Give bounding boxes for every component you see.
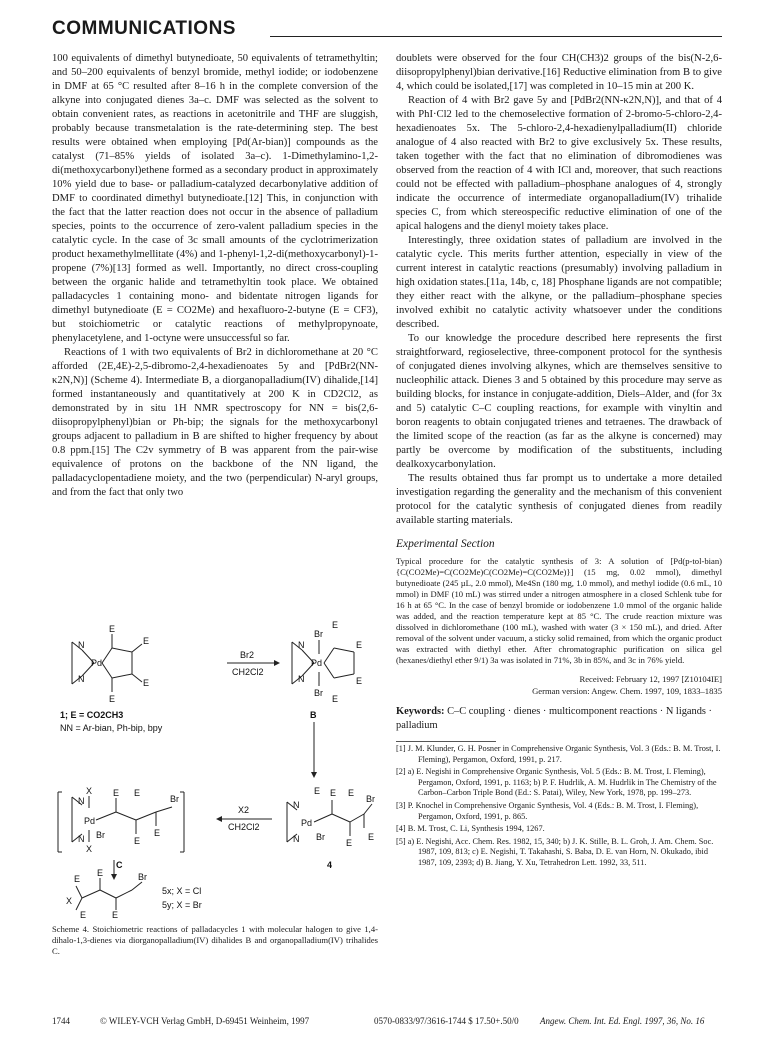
atom-br: Br	[314, 688, 323, 698]
atom-e: E	[109, 624, 116, 634]
atom-n: N	[78, 674, 85, 684]
compound-4-label: 4	[327, 860, 333, 870]
atom-pd: Pd	[301, 818, 313, 828]
reference-item: [4] B. M. Trost, C. Li, Synthesis 1994, 1267.	[396, 824, 545, 834]
atom-br: Br	[316, 832, 325, 842]
compound-5y-label: 5y; X = Br	[162, 900, 202, 910]
left-column	[52, 52, 378, 500]
atom-br: Br	[170, 794, 179, 804]
copyright: © WILEY-VCH Verlag GmbH, D-69451 Weinheim, 1997	[100, 1016, 310, 1026]
atom-e: E	[134, 836, 141, 846]
journal-citation: Angew. Chem. Int. Ed. Engl. 1997, 36, No. 16	[540, 1016, 705, 1026]
atom-br: Br	[138, 872, 147, 882]
scheme-4	[52, 612, 378, 957]
atom-x: X	[86, 786, 93, 796]
article-code: 0570-0833/97/3616-1744 $ 17.50+.50/0	[374, 1016, 519, 1026]
compound-c-label: C	[116, 860, 123, 870]
atom-e: E	[154, 828, 161, 838]
compound-5x-label: 5x; X = Cl	[162, 886, 202, 896]
received-info	[396, 674, 722, 697]
atom-x: X	[86, 844, 93, 854]
references-rule	[396, 741, 496, 742]
section-title: COMMUNICATIONS	[52, 18, 236, 39]
atom-e: E	[332, 620, 339, 630]
compound-b-label: B	[310, 710, 317, 720]
paragraph: Reactions of 1 with two equivalents of Br2 in dichloromethane at 20 °C afforded (2E,4E)-2,5-dibromo-2,4-hexadienoates 5y and [PdBr2(NN-κ2N,N)] (Scheme 4). Intermediate B, a diorganopalladium(IV) dihalide,[14] formed instantaneously and quantitatively at 200 K in CD2Cl2, as demonstrated by in situ 1H NMR spectroscopy for NN = bis(2,6-diisopropylphenyl)bian or Ph-bip; the signals for the methoxycarbonyl groups adjacent to palladium in B are shifted to higher frequency by about 0.8 ppm.[15] The C2v symmetry of B was apparent from the pair-wise equivalence of protons on the backbone of the NN ligand, the palladacyclopentadiene moiety, and the two (perpendicular) N-aryl groups, and from the fact that only two	[52, 347, 378, 498]
paragraph: doublets were observed for the four CH(CH3)2 groups of the bis(N-2,6-diisopropylphenyl)bian derivative.[16] Reductive elimination from B to give 4, which could be isolated,[17] was completed in 10–15 min at 200 K.	[396, 53, 722, 92]
atom-br: Br	[366, 794, 375, 804]
reference-item: [2] a) E. Negishi in Comprehensive Organic Synthesis, Vol. 5 (Eds.: B. M. Trost, I. Fleming), Pergamon, Oxford, 1991, p. 1163; b) P. F. Hudrlik, A. M. Hudrlik in The Chemistry of the Carbon–Carbon Triple Bond (Ed.: S. Patai), Wiley, New York, 1978, pp. 199–273.	[396, 767, 717, 798]
experimental-heading: Experimental Section	[396, 538, 495, 550]
reference-item: [1] J. M. Klunder, G. H. Posner in Comprehensive Organic Synthesis, Vol. 3 (Eds.: B. M. Trost, I. Fleming), Pergamon, Oxford, 1991, p. 217.	[396, 744, 721, 764]
atom-br: Br	[314, 629, 323, 639]
atom-e: E	[143, 678, 150, 688]
keywords	[396, 705, 722, 733]
atom-x: X	[66, 896, 73, 906]
atom-e: E	[109, 694, 116, 704]
atom-e: E	[346, 838, 353, 848]
atom-e: E	[74, 874, 81, 884]
atom-n: N	[78, 640, 85, 650]
atom-e: E	[134, 788, 141, 798]
page-number: 1744	[52, 1016, 70, 1026]
reagent-br2: Br2	[240, 650, 255, 660]
solvent-ch2cl2: CH2Cl2	[228, 822, 260, 832]
scheme-drawing	[52, 612, 378, 922]
keywords-text: C–C coupling · dienes · multicomponent reactions · N ligands · palladium	[396, 706, 713, 731]
compound-1-label: 1; E = CO2CH3	[60, 710, 124, 720]
atom-e: E	[112, 910, 119, 920]
atom-n: N	[293, 800, 300, 810]
atom-pd: Pd	[84, 816, 96, 826]
atom-e: E	[80, 910, 87, 920]
atom-n: N	[298, 674, 305, 684]
atom-n: N	[298, 640, 305, 650]
atom-e: E	[356, 676, 363, 686]
atom-n: N	[78, 796, 85, 806]
atom-br: Br	[96, 830, 105, 840]
references-list	[396, 744, 722, 869]
paragraph: The results obtained thus far prompt us to undertake a more detailed investigation regarding the generality and the mechanism of this convenient protocol for the catalytic synthesis of conjugated dienes from readily available starting materials.	[396, 473, 722, 526]
atom-e: E	[368, 832, 375, 842]
atom-e: E	[348, 788, 355, 798]
paragraph: To our knowledge the procedure described here represents the first straightforward, regioselective, three-component protocol for the synthesis of conjugated dienes involving alkynes, which are themselves sensitive to nucleophilic attack. Dienes 3 and 5 obtained by this procedure may serve as building blocks, for instance in conjugate-addition, Diels–Alder, and (for 3x and 5) catalytic C–C coupling reactions, for example with vinyltin and boron reagents to obtain conjugated trienes and tetraenes. The drawback of the limited scope of the reaction (as far as the alkyne is concerned) may partly be overcome by modification of the substituents, including dealkoxycarbonylation.	[396, 333, 722, 470]
paragraph: 100 equivalents of dimethyl butynedioate, 50 equivalents of tetramethyltin; and 50–200 equivalents of benzyl bromide, methyl iodide; or iodobenzene in DMF at 65 °C resulted after 8–16 h in the complete conversion of the alkyne into conjugated dienes 3a–c. DMF was selected as the solvent to obtain convenient rates, as reactions in acetonitrile and THF are sluggish, probably because transmetalation is the rate-determining step. The best results were obtained when employing [Pd(Ar-bian)] compounds as the catalyst (71–85% yields of isolated 3a–c). 1-Dimethylamino-1,2-di(methoxycarbonyl)ethene formed as a secondary product in approximately 10% yield due to base- or palladium-catalyzed decarbonylative addition of DMF to coordinated dimethyl butynedioate.[12] This, in conjunction with the fact that the latter reaction does not occur in the absence of palladium species, points to the occurrence of zero-valent palladium species in the catalytic cycle. In the case of 3c small amounts of the cyclotrimerization product hexamethylmellitate (4%) and 1-phenyl-1,2-di(methoxycarbonyl)-1-propene (7%)[13] formed as well. Importantly, no direct cross-coupling between the organic halide and tetramethyltin took place. We obtained palladacycles 1 containing mono- and bidentate nitrogen ligands for dimethyl butynedioate (E = CO2Me) and hexafluoro-2-butyne (E = CF3), but stoichiometric or catalytic reactions of methylpropynoate, phenylacetylene, and 1-octyne were unsuccessful so far.	[52, 53, 378, 344]
atom-e: E	[97, 868, 104, 878]
keywords-label: Keywords:	[396, 706, 445, 717]
right-column	[396, 52, 722, 869]
atom-e: E	[314, 786, 321, 796]
atom-e: E	[113, 788, 120, 798]
atom-e: E	[332, 694, 339, 704]
nn-definition: NN = Ar-bian, Ph-bip, bpy	[60, 723, 163, 733]
atom-n: N	[293, 834, 300, 844]
german-version: German version: Angew. Chem. 1997, 109, 1833–1835	[532, 685, 722, 696]
atom-e: E	[356, 640, 363, 650]
atom-n: N	[78, 834, 85, 844]
solvent-ch2cl2: CH2Cl2	[232, 667, 264, 677]
paragraph: Interestingly, three oxidation states of palladium are involved in the catalytic cycle. This merits further attention, especially in view of the current interest in catalytic reactions (presumably) involving palladium in high oxidation states.[11a, 14b, c, 18] Phosphane ligands are not compatible; they either react with the alkyne, or the palladium–phosphane species involved exhibit no catalytic activity whatsoever under the conditions described.	[396, 235, 722, 330]
scheme-caption: Scheme 4. Stoichiometric reactions of palladacycles 1 with molecular halogen to give 1,4-dihalo-1,3-dienes via diorganopalladium(IV) dihalides B and organopalladium(IV) trihalides C.	[52, 924, 378, 956]
atom-e: E	[143, 636, 150, 646]
atom-e: E	[330, 788, 337, 798]
received-date: Received: February 12, 1997 [Z10104IE]	[579, 674, 722, 684]
atom-pd: Pd	[91, 658, 103, 668]
reagent-x2: X2	[238, 805, 250, 815]
reference-item: [3] P. Knochel in Comprehensive Organic Synthesis, Vol. 4 (Eds.: B. M. Trost, I. Fleming), Pergamon, Oxford, 1991, p. 865.	[396, 800, 699, 821]
experimental-text: Typical procedure for the catalytic synthesis of 3: A solution of [Pd(p-tol-bian){C(CO2Me)=C(CO2Me)C(CO2Me)=C(CO2Me)}] (15 mg, 0.02 mmol), dimethyl butynedioate (245 µL, 2.0 mmol), Me4Sn (180 mg, 1.0 mmol), and methyl iodide (0.6 mL, 10 mmol) in DMF (10 mL) was stirred under a nitrogen atmosphere in a closed Schlenk tube for 16 h at 65 °C. In the case of benzyl bromide or iodobenzene 1.0 mmol of the organic halide was added, and the reaction temperature kept at 85 °C. The crude reaction mixture was dissolved in dichloromethane (100 mL), washed with water (3 × 150 mL), and dried. After removal of the solvent under vacuum, a sticky solid remained, from which the organic product was extracted with diethyl ether. After chromatographic purification on silica gel (hexanes/diethyl ether 9/1) 3a was isolated in 71%, 3b in 85%, and 3c in 76% yield.	[396, 556, 722, 665]
atom-pd: Pd	[311, 658, 323, 668]
reference-item: [5] a) E. Negishi, Acc. Chem. Res. 1982, 15, 340; b) J. K. Stille, B. L. Groh, J. Am. Chem. Soc. 1987, 109, 813; c) E. Negishi, T. Takahashi, S. Baba, D. E. van Horn, N. Okukado, ibid 1987, 109, 2393; d) B. Jiang, Y. Xu, Tetrahedron Lett. 1992, 33, 511.	[396, 836, 714, 867]
page-header	[52, 18, 722, 44]
header-rule	[270, 36, 722, 37]
paragraph: Reaction of 4 with Br2 gave 5y and [PdBr2(NN-κ2N,N)], and that of 4 with PhI·Cl2 led to the chemoselective formation of 2-bromo-5-chloro-2,4-hexadienoates 5x. The 5-chloro-2,4-hexadienylpalladium(II) chloride analogue of 4 also reacted with Br2 to give exclusively 5x. These results, taken together with the fact that no elimination of dibromodienes was observed from the reaction of 4 with ICl and, moreover, that such reactions could not be effected with palladium–phosphane analogues of 4, strongly indicate the occurrence of intermediate organopalladium(IV) trihalide species C, from which stereospecific reductive elimination of one of the apical halogens and the dienyl moiety takes place.	[396, 95, 722, 232]
